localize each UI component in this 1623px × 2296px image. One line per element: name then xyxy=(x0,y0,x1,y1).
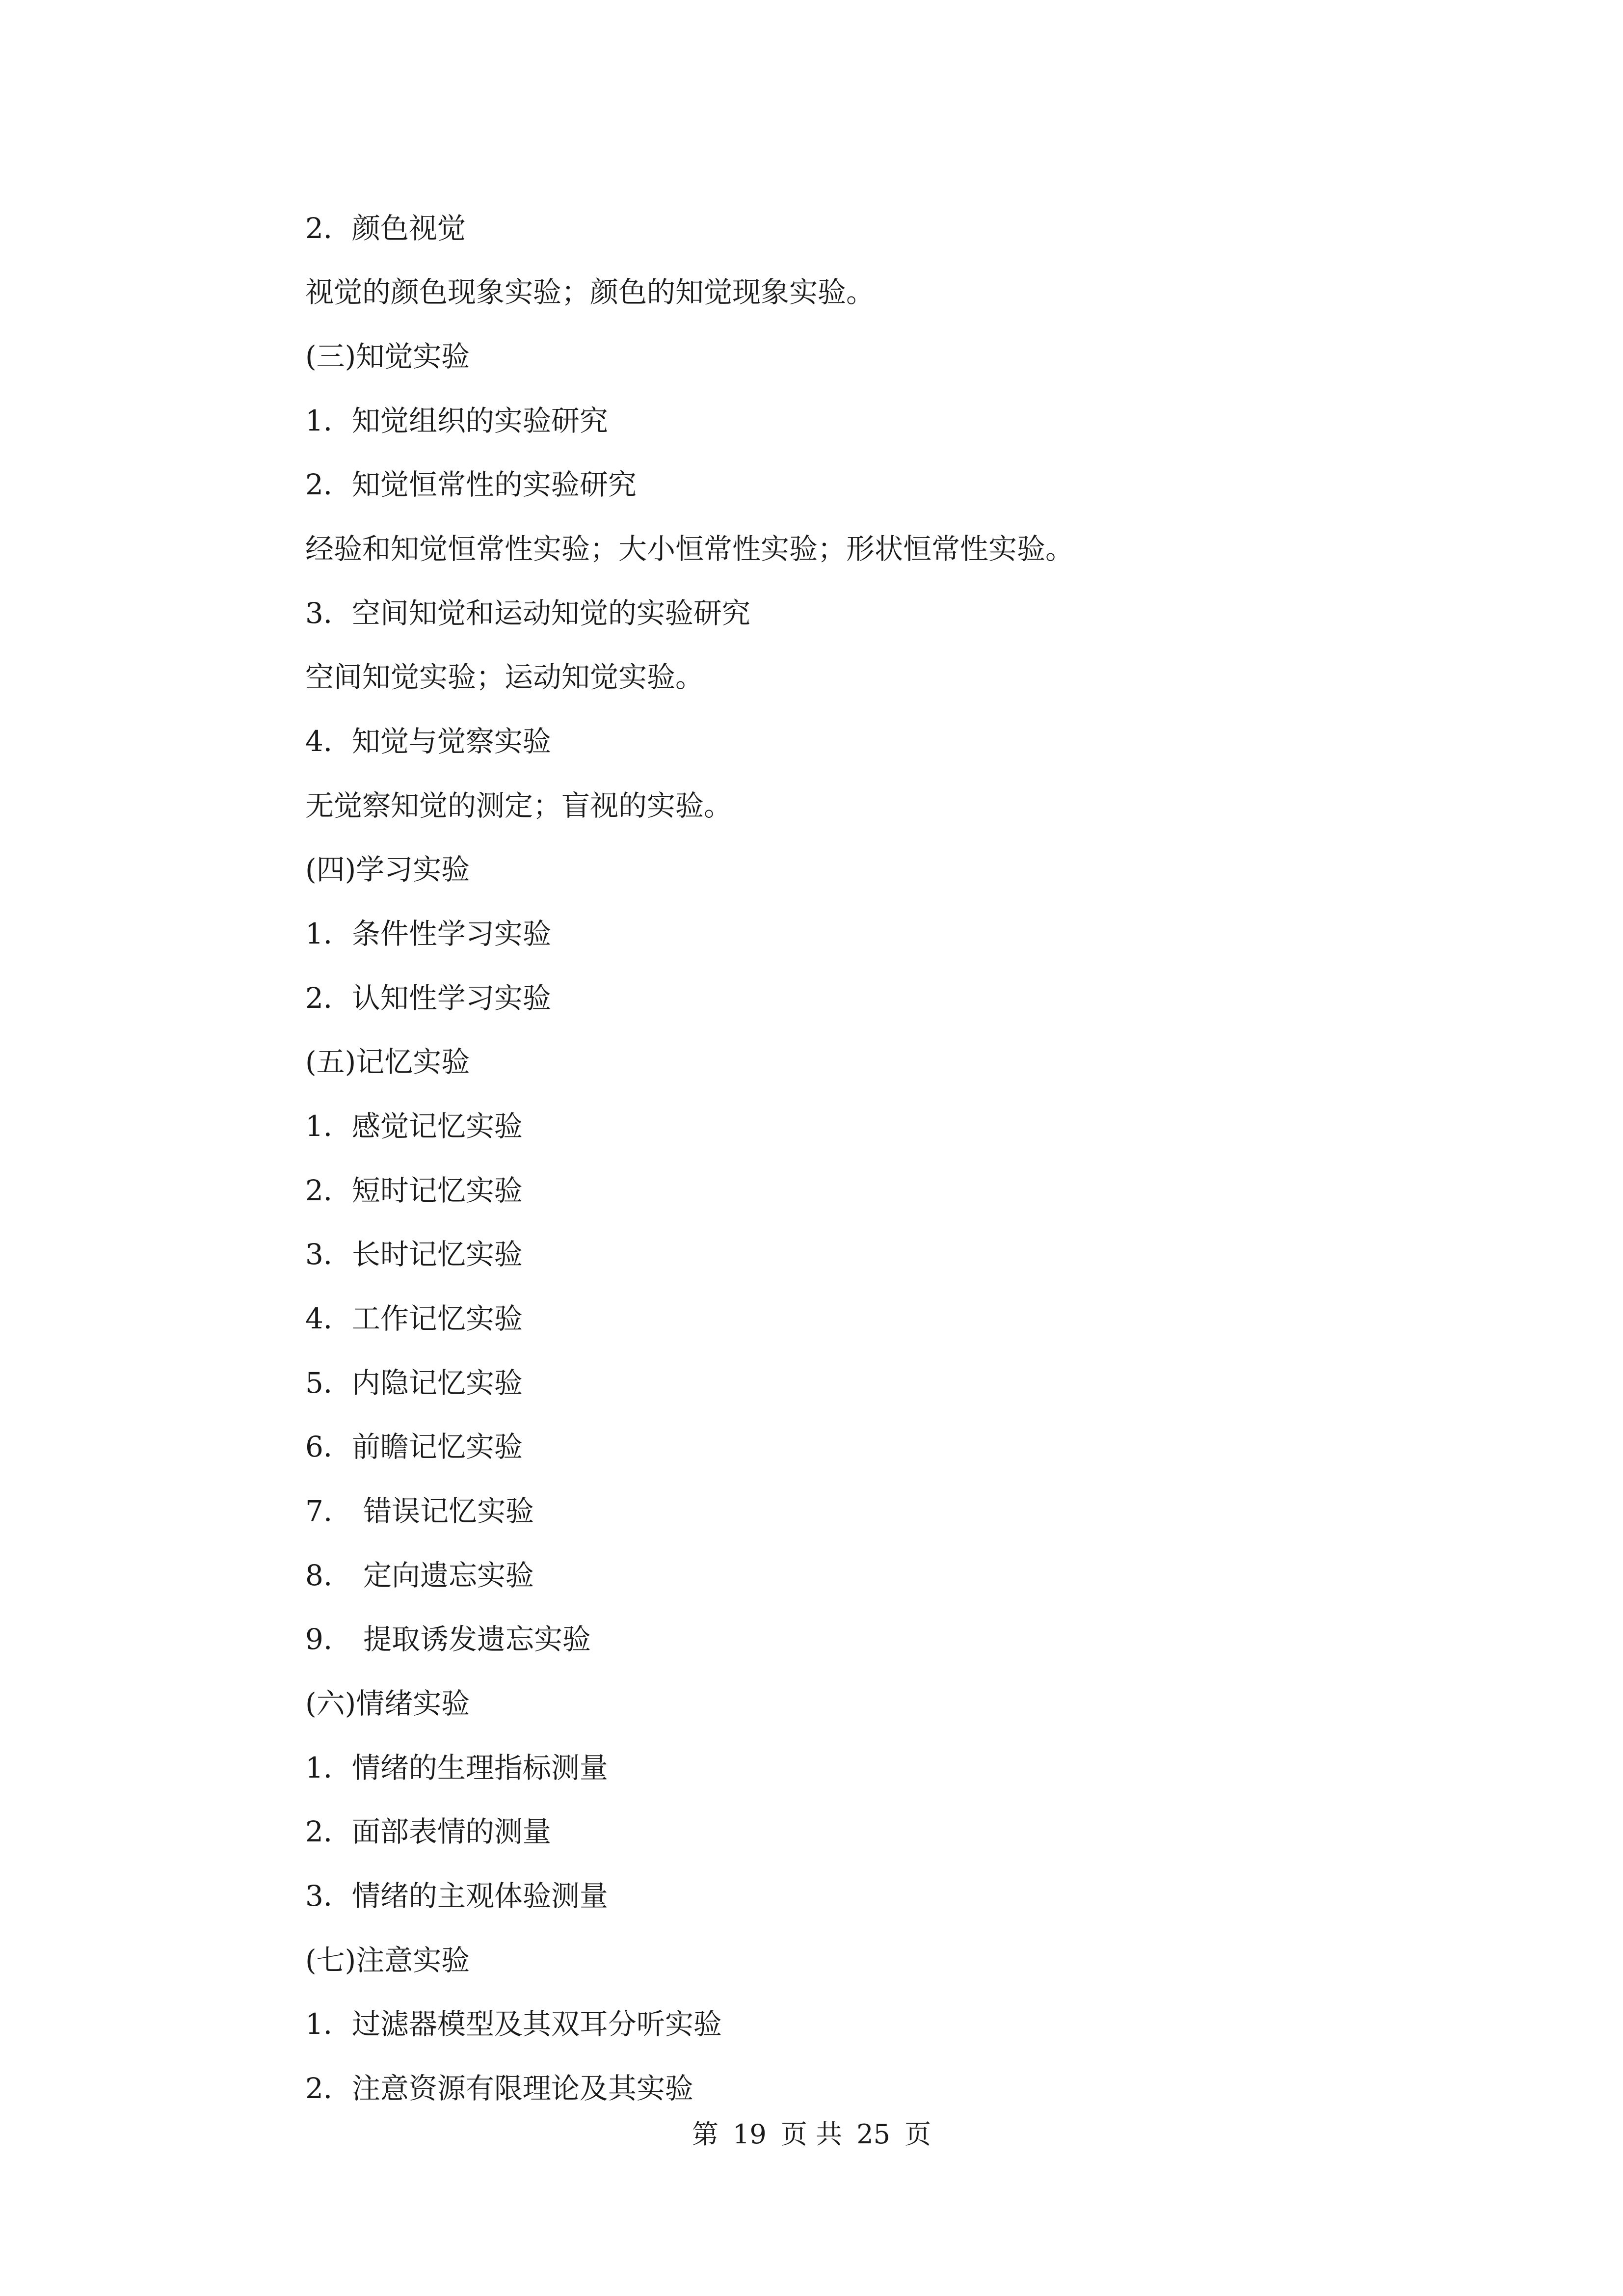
item-text: (五)记忆实验 xyxy=(305,1045,470,1079)
item-number: 7. xyxy=(305,1494,333,1528)
footer-suffix: 页 xyxy=(905,2119,931,2150)
list-item xyxy=(305,1620,591,1659)
item-number: 5． xyxy=(305,1366,352,1400)
list-item xyxy=(305,1299,523,1338)
item-text: 过滤器模型及其双耳分听实验 xyxy=(351,2007,722,2041)
list-item xyxy=(305,722,551,761)
item-text: 短时记忆实验 xyxy=(351,1174,523,1207)
item-number: 2． xyxy=(305,212,352,245)
item-text: 知觉组织的实验研究 xyxy=(351,404,608,437)
item-text: 经验和知觉恒常性实验；大小恒常性实验；形状恒常性实验。 xyxy=(305,532,1074,566)
item-number: 1． xyxy=(305,917,352,950)
list-item xyxy=(305,594,750,633)
item-text: 提取诱发遗忘实验 xyxy=(363,1622,591,1656)
item-number: 4． xyxy=(305,1302,352,1335)
list-item xyxy=(305,914,551,953)
list-item xyxy=(305,978,551,1018)
item-number: 6． xyxy=(305,1430,352,1463)
list-item xyxy=(305,2069,693,2108)
item-text: 空间知觉和运动知觉的实验研究 xyxy=(351,596,750,630)
item-number: 8. xyxy=(305,1559,333,1592)
item-text: 前瞻记忆实验 xyxy=(351,1430,523,1463)
item-text: 定向遗忘实验 xyxy=(363,1559,534,1592)
item-text: 情绪的生理指标测量 xyxy=(351,1751,608,1784)
item-text: 注意资源有限理论及其实验 xyxy=(351,2072,693,2105)
list-item xyxy=(305,1748,608,1787)
item-text: 工作记忆实验 xyxy=(351,1302,523,1335)
paragraph xyxy=(305,272,875,312)
list-item xyxy=(305,401,608,440)
item-text: 面部表情的测量 xyxy=(351,1815,551,1848)
paragraph xyxy=(305,529,1074,568)
item-text: 知觉恒常性的实验研究 xyxy=(351,468,637,501)
item-number: 1． xyxy=(305,404,352,437)
footer-mid: 页 共 xyxy=(780,2119,843,2150)
item-text: 情绪的主观体验测量 xyxy=(351,1879,608,1913)
item-number: 9. xyxy=(305,1622,333,1656)
item-number: 2． xyxy=(305,981,352,1015)
section-heading xyxy=(305,850,470,889)
list-item xyxy=(305,1427,523,1466)
item-text: (六)情绪实验 xyxy=(305,1687,470,1720)
paragraph xyxy=(305,786,732,825)
section-heading xyxy=(305,1941,470,1980)
section-heading xyxy=(305,1684,470,1723)
item-text: 认知性学习实验 xyxy=(351,981,551,1015)
item-text: 知觉与觉察实验 xyxy=(351,725,551,758)
section-heading xyxy=(305,337,470,376)
list-item xyxy=(305,1363,523,1403)
list-item xyxy=(305,1491,534,1531)
item-number: 2． xyxy=(305,468,352,501)
footer-prefix: 第 xyxy=(692,2119,718,2150)
page-footer xyxy=(0,2115,1623,2154)
list-item xyxy=(305,1171,523,1210)
item-text: 内隐记忆实验 xyxy=(351,1366,523,1400)
item-text: 视觉的颜色现象实验；颜色的知觉现象实验。 xyxy=(305,275,875,309)
list-item xyxy=(305,465,637,504)
item-number: 1． xyxy=(305,1109,352,1143)
list-item xyxy=(305,1556,534,1595)
item-text: 错误记忆实验 xyxy=(363,1494,534,1528)
list-item xyxy=(305,1812,551,1851)
item-text: (七)注意实验 xyxy=(305,1944,470,1977)
item-text: 感觉记忆实验 xyxy=(351,1109,523,1143)
item-number: 3． xyxy=(305,1238,352,1271)
list-item xyxy=(305,1235,523,1274)
item-text: 长时记忆实验 xyxy=(351,1238,523,1271)
item-text: 空间知觉实验；运动知觉实验。 xyxy=(305,660,704,694)
item-text: 条件性学习实验 xyxy=(351,917,551,950)
item-number: 2． xyxy=(305,1815,352,1848)
section-heading xyxy=(305,1042,470,1081)
item-number: 2． xyxy=(305,1174,352,1207)
item-number: 4． xyxy=(305,725,352,758)
item-text: 无觉察知觉的测定；盲视的实验。 xyxy=(305,789,733,822)
total-pages: 25 xyxy=(856,2119,890,2150)
paragraph xyxy=(305,657,704,697)
list-item xyxy=(305,1876,608,1916)
item-text: (四)学习实验 xyxy=(305,853,470,886)
item-text: (三)知觉实验 xyxy=(305,340,470,373)
item-number: 1． xyxy=(305,2007,352,2041)
item-number: 3． xyxy=(305,1879,352,1913)
list-item xyxy=(305,2004,722,2044)
item-number: 3． xyxy=(305,596,352,630)
item-text: 颜色视觉 xyxy=(351,212,466,245)
item-number: 1． xyxy=(305,1751,352,1784)
list-item xyxy=(305,209,466,248)
list-item xyxy=(305,1107,523,1146)
item-number: 2． xyxy=(305,2072,352,2105)
current-page-number: 19 xyxy=(733,2119,767,2150)
